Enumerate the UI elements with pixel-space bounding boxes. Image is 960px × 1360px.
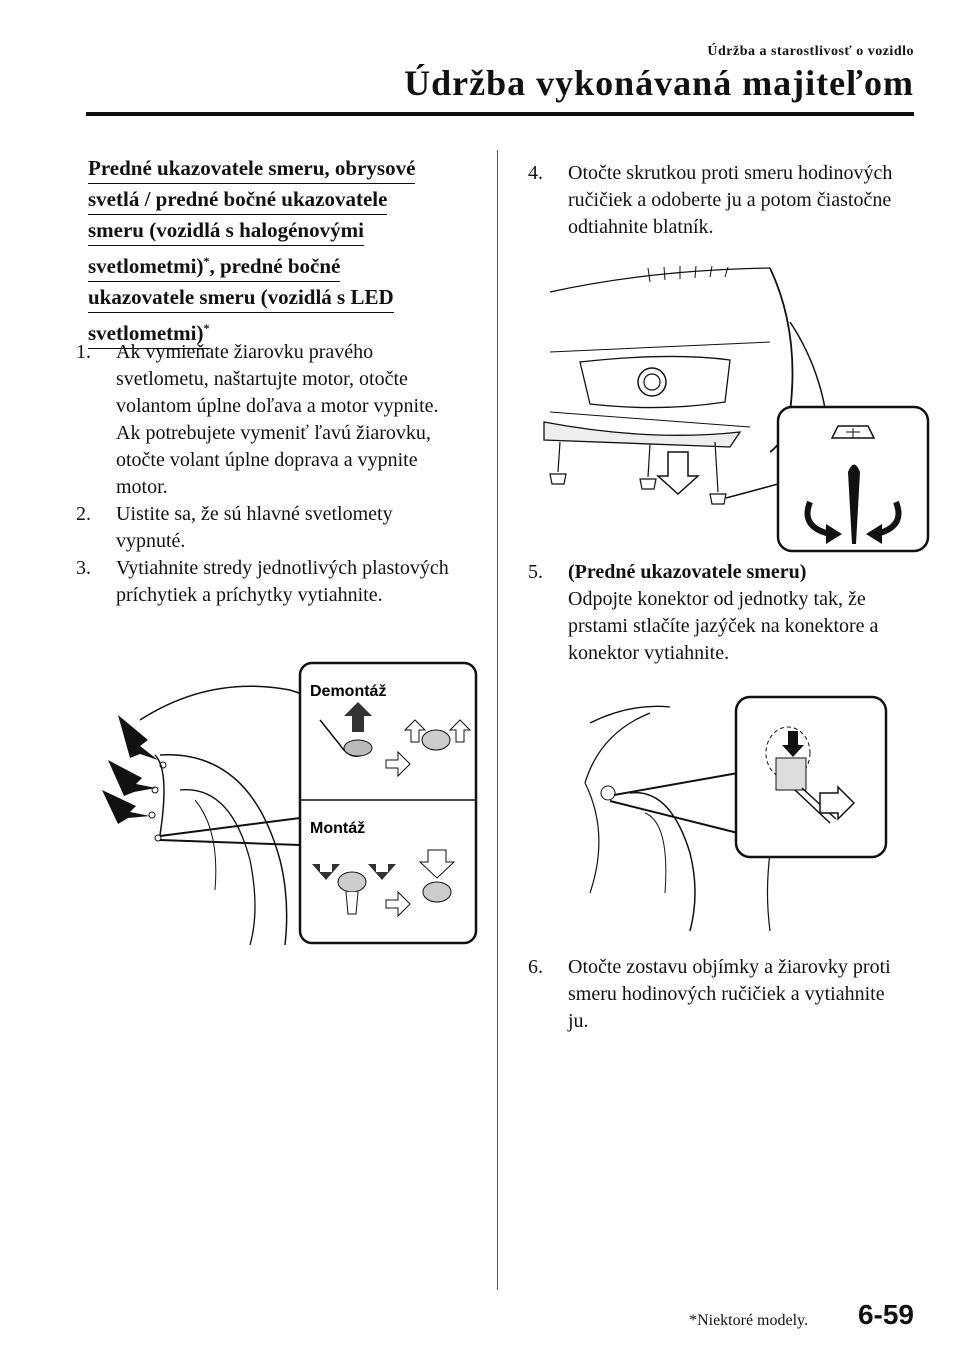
right-step-4 xyxy=(528,160,908,241)
connector-figure xyxy=(570,693,890,933)
step-text: Uistite sa, že sú hlavné svetlomety vypnuté. xyxy=(116,503,393,552)
running-header: Údržba a starostlivosť o vozidlo xyxy=(707,44,914,59)
heading-line: svetlometmi) xyxy=(88,321,204,345)
asterisk-mark: * xyxy=(203,254,210,268)
heading-line: svetlometmi) xyxy=(88,254,204,278)
remove-label: Demontáž xyxy=(310,683,387,700)
step-body: Odpojte konektor od jednotky tak, že prstami stlačíte jazýček na konektore a konektor vytiahnite. xyxy=(568,588,879,664)
install-label: Montáž xyxy=(310,820,366,837)
heading-line: smeru (vozidlá s halogénovými xyxy=(88,218,364,246)
right-step-5 xyxy=(528,559,908,667)
header-rule xyxy=(86,112,914,116)
list-item xyxy=(76,501,460,555)
heading-line: , predné bočné xyxy=(209,254,341,278)
heading-line: svetlá / predné bočné ukazovatele xyxy=(88,187,387,215)
step-text: Vytiahnite stredy jednotlivých plastových príchytiek a príchytky vytiahnite. xyxy=(116,557,449,606)
screw-removal-figure xyxy=(530,262,932,554)
column-divider xyxy=(497,150,498,1290)
right-step-6 xyxy=(528,954,908,1035)
left-steps xyxy=(76,339,460,609)
list-item xyxy=(528,954,908,1035)
step-number: 5. xyxy=(528,561,543,583)
step-number: 4. xyxy=(528,162,543,184)
footnote: *Niektoré modely. xyxy=(689,1312,808,1329)
step-text: Ak vymieňate žiarovku pravého svetlometu, naštartujte motor, otočte volantom úplne doľava a motor vypnite. Ak potrebujete vymeniť ľavú žiarovku, otočte volant úplne doprava a vypnite motor. xyxy=(116,341,439,498)
asterisk-mark: * xyxy=(203,321,210,335)
list-item xyxy=(528,559,908,667)
list-item xyxy=(76,339,460,501)
step-number: 2. xyxy=(76,503,91,525)
step-number: 1. xyxy=(76,341,91,363)
section-heading xyxy=(88,153,458,349)
heading-line: ukazovatele smeru (vozidlá s LED xyxy=(88,285,394,313)
step-text: Otočte zostavu objímky a žiarovky proti smeru hodinových ručičiek a vytiahnite ju. xyxy=(568,956,891,1032)
step-number: 3. xyxy=(76,557,91,579)
page-number: 6-59 xyxy=(857,1299,914,1330)
step-number: 6. xyxy=(528,956,543,978)
list-item xyxy=(528,160,908,241)
step-subheading: (Predné ukazovatele smeru) xyxy=(568,561,807,583)
heading-line: Predné ukazovatele smeru, obrysové xyxy=(88,156,415,184)
clip-removal-figure xyxy=(100,660,480,950)
list-item xyxy=(76,555,460,609)
chapter-title: Údržba vykonávaná majiteľom xyxy=(404,63,914,103)
step-text: Otočte skrutkou proti smeru hodinových ručičiek a odoberte ju a potom čiastočne odtiahnite blatník. xyxy=(568,162,893,238)
step-text xyxy=(568,559,908,667)
